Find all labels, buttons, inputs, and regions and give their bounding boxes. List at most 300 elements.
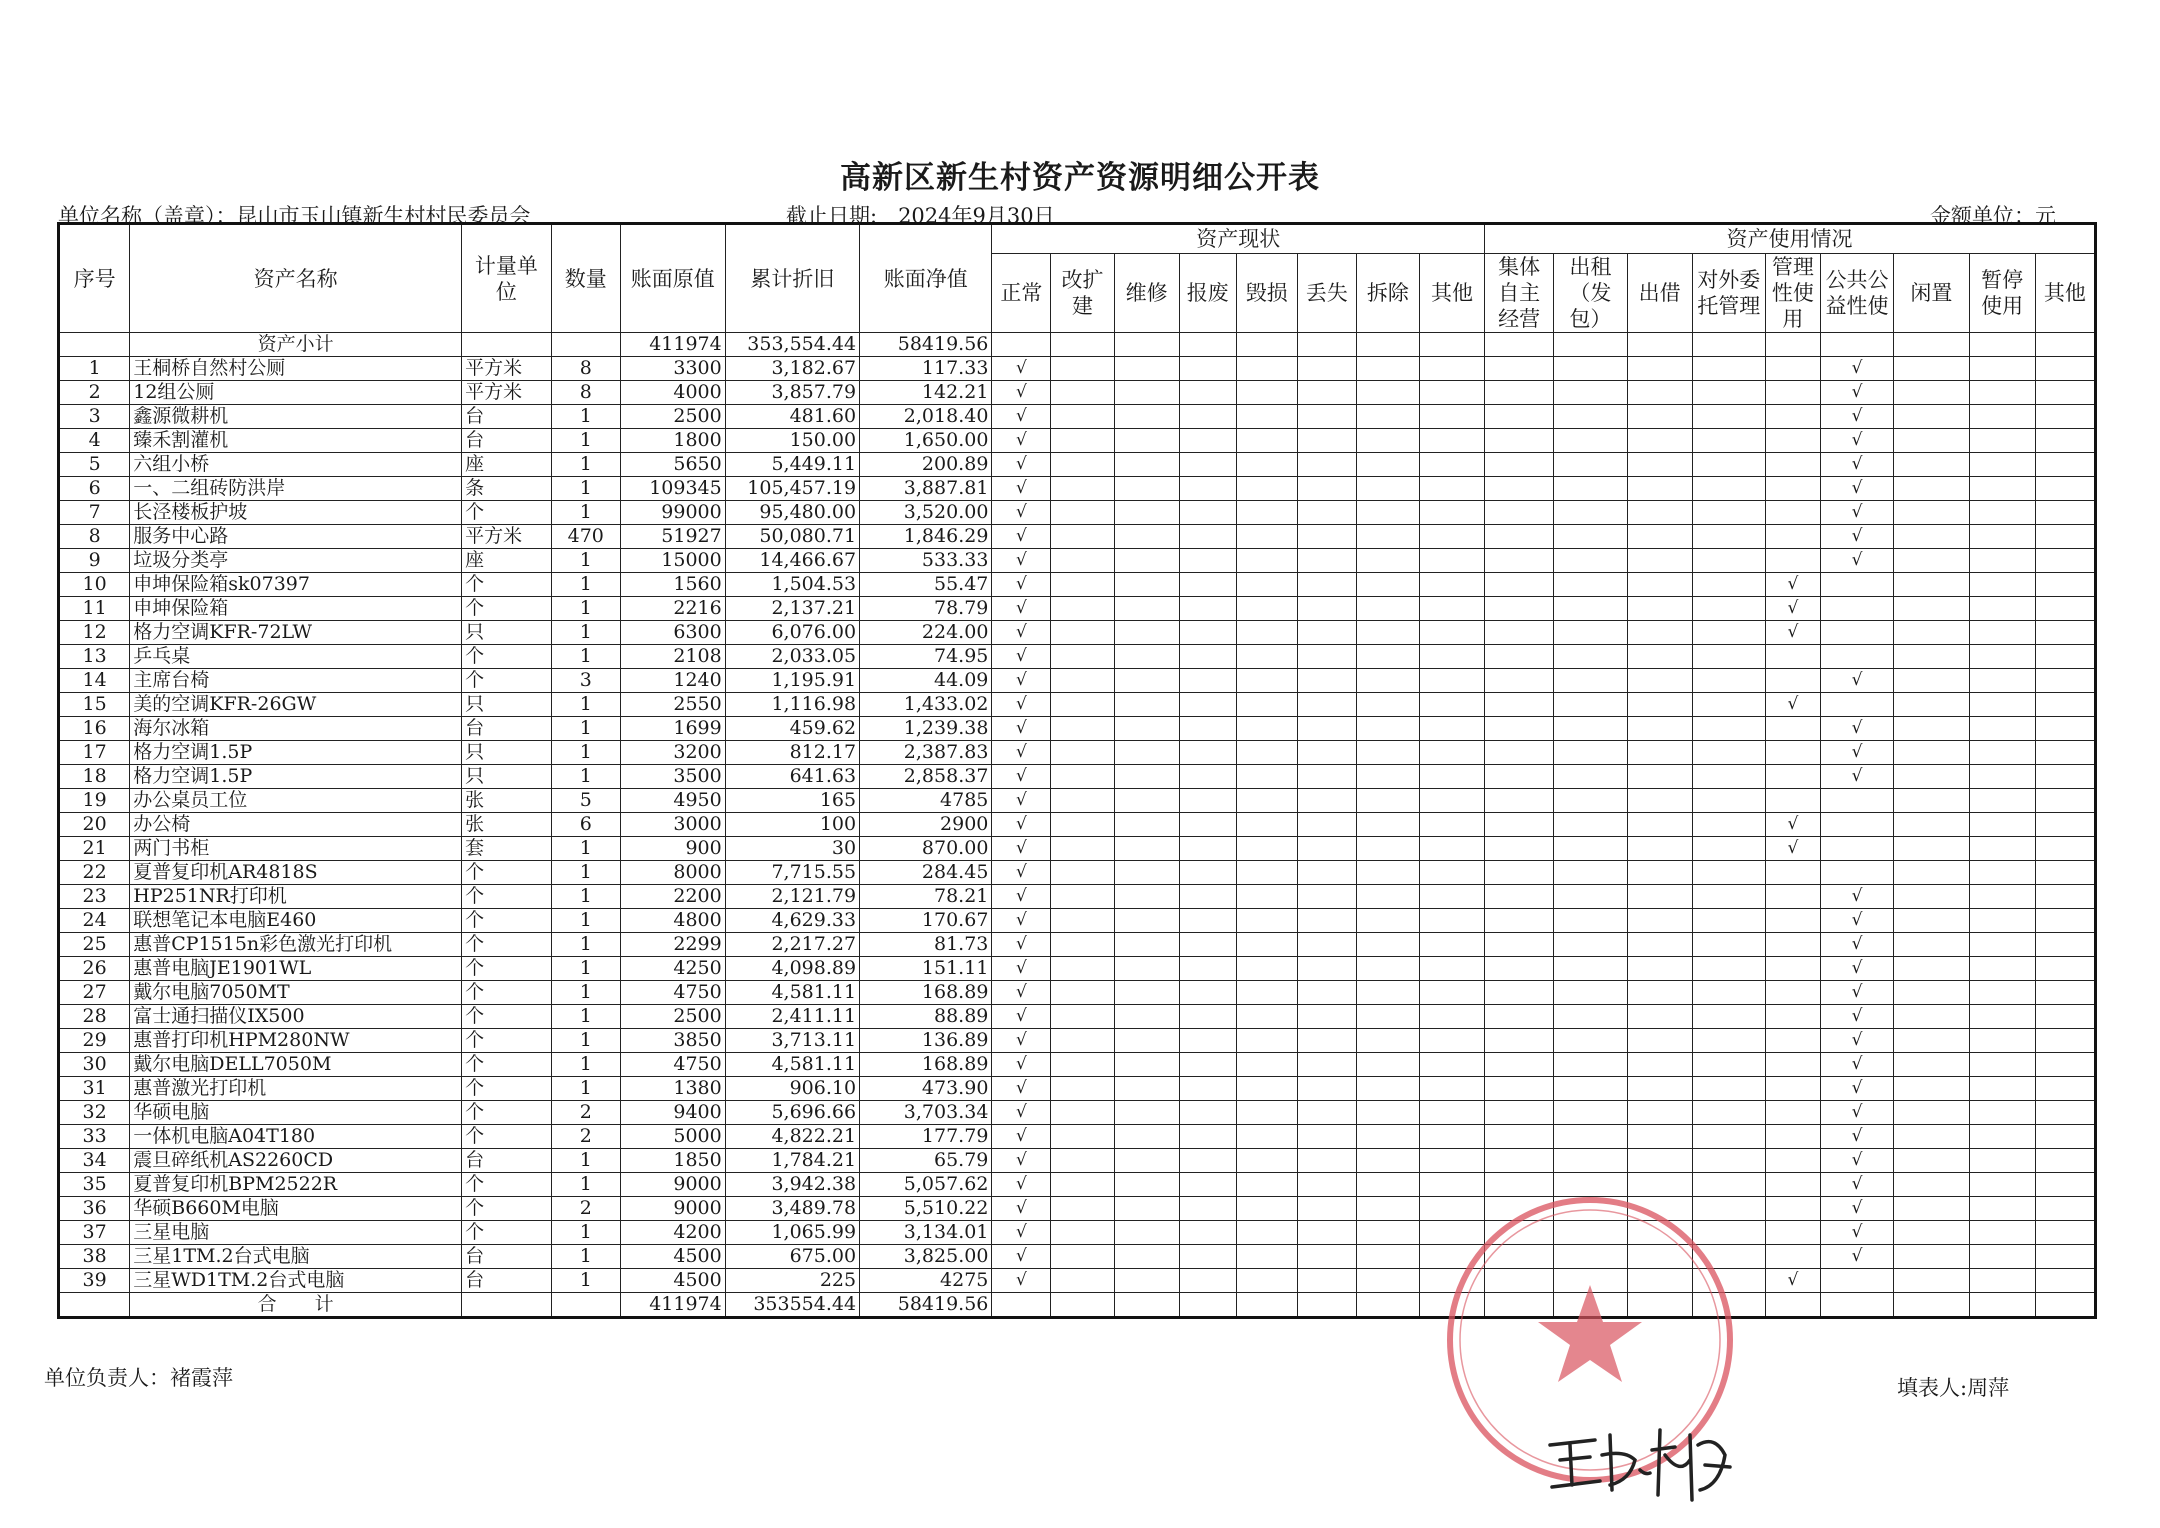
- row-unit: 条: [462, 477, 552, 501]
- usage-cell: [1627, 597, 1692, 621]
- usage-cell: [1969, 453, 2035, 477]
- table-row: [59, 1101, 2096, 1125]
- row-net: 200.89: [860, 453, 992, 477]
- col-status: 正常: [992, 254, 1051, 333]
- row-orig: 9000: [620, 1197, 725, 1221]
- status-cell: [1356, 1173, 1419, 1197]
- usage-cell: [1969, 1101, 2035, 1125]
- status-cell: [1419, 1149, 1484, 1173]
- usage-cell: [1485, 981, 1554, 1005]
- table-row: [59, 813, 2096, 837]
- unit-name-label: 单位名称（盖章）：昆山市玉山镇新生村村民委员会: [58, 204, 531, 228]
- status-cell: [1356, 813, 1419, 837]
- usage-cell: √: [1820, 669, 1893, 693]
- row-unit: 平方米: [462, 357, 552, 381]
- status-cell: [1114, 453, 1179, 477]
- status-cell: [1051, 405, 1114, 429]
- row-depr: 2,411.11: [725, 1005, 859, 1029]
- status-cell: [1236, 789, 1297, 813]
- usage-cell: √: [1820, 909, 1893, 933]
- row-orig: 5000: [620, 1125, 725, 1149]
- usage-cell: [1894, 1029, 1969, 1053]
- status-cell: [1051, 813, 1114, 837]
- status-cell: [1419, 1077, 1484, 1101]
- asset-table: [57, 222, 2097, 1319]
- row-net: 3,887.81: [860, 477, 992, 501]
- status-cell: [1114, 1149, 1179, 1173]
- row-depr: 105,457.19: [725, 477, 859, 501]
- usage-cell: [1969, 1005, 2035, 1029]
- row-name: 戴尔电脑7050MT: [130, 981, 462, 1005]
- row-net: 2,387.83: [860, 741, 992, 765]
- status-cell: [1297, 1245, 1356, 1269]
- row-depr: 4,098.89: [725, 957, 859, 981]
- col-usage-group: 资产使用情况: [1485, 224, 2096, 254]
- status-cell: [1236, 741, 1297, 765]
- usage-cell: [1894, 669, 1969, 693]
- row-seq: 8: [59, 525, 130, 549]
- usage-cell: [1894, 909, 1969, 933]
- status-cell: [1236, 957, 1297, 981]
- status-cell: [1356, 405, 1419, 429]
- usage-cell: [1765, 741, 1820, 765]
- status-cell: [1051, 1053, 1114, 1077]
- usage-cell: [1554, 693, 1627, 717]
- usage-cell: [1692, 909, 1765, 933]
- row-net: 4275: [860, 1269, 992, 1293]
- usage-cell: [1820, 789, 1893, 813]
- status-cell: [1236, 765, 1297, 789]
- usage-cell: [1894, 1125, 1969, 1149]
- col-net: 账面净值: [860, 224, 992, 333]
- row-qty: 1: [551, 597, 620, 621]
- row-seq: 4: [59, 429, 130, 453]
- status-cell: [1114, 1221, 1179, 1245]
- usage-cell: [2035, 453, 2095, 477]
- usage-cell: √: [1820, 357, 1893, 381]
- row-seq: 3: [59, 405, 130, 429]
- row-net: 284.45: [860, 861, 992, 885]
- status-cell: [1051, 477, 1114, 501]
- usage-cell: [1820, 837, 1893, 861]
- row-orig: 15000: [620, 549, 725, 573]
- row-seq: 17: [59, 741, 130, 765]
- col-usage: 集体自主经营: [1485, 254, 1554, 333]
- status-cell: [1356, 645, 1419, 669]
- row-unit: 个: [462, 1221, 552, 1245]
- status-cell: √: [992, 597, 1051, 621]
- status-cell: [1114, 405, 1179, 429]
- row-seq: 24: [59, 909, 130, 933]
- status-cell: [1419, 1005, 1484, 1029]
- status-cell: [1297, 1269, 1356, 1293]
- usage-cell: [1554, 1149, 1627, 1173]
- usage-cell: [1820, 693, 1893, 717]
- status-cell: [1297, 981, 1356, 1005]
- usage-cell: √: [1820, 957, 1893, 981]
- row-unit: 台: [462, 1245, 552, 1269]
- row-qty: 2: [551, 1125, 620, 1149]
- col-unit: 计量单位: [462, 224, 552, 333]
- row-unit: 个: [462, 1053, 552, 1077]
- usage-cell: [1692, 933, 1765, 957]
- status-cell: [1051, 957, 1114, 981]
- row-name: 格力空调1.5P: [130, 741, 462, 765]
- usage-cell: [1894, 1197, 1969, 1221]
- row-orig: 2108: [620, 645, 725, 669]
- status-cell: [1419, 885, 1484, 909]
- row-name: 办公桌员工位: [130, 789, 462, 813]
- usage-cell: [1485, 765, 1554, 789]
- usage-cell: [1554, 597, 1627, 621]
- row-depr: 812.17: [725, 741, 859, 765]
- usage-cell: [1692, 477, 1765, 501]
- usage-cell: [1765, 645, 1820, 669]
- usage-cell: √: [1820, 933, 1893, 957]
- status-cell: [1051, 453, 1114, 477]
- row-orig: 2299: [620, 933, 725, 957]
- usage-cell: [1969, 1245, 2035, 1269]
- usage-cell: [1969, 525, 2035, 549]
- status-cell: [1179, 669, 1236, 693]
- status-cell: [1419, 1029, 1484, 1053]
- row-net: 74.95: [860, 645, 992, 669]
- usage-cell: [1692, 1005, 1765, 1029]
- row-seq: 31: [59, 1077, 130, 1101]
- status-cell: [1356, 1005, 1419, 1029]
- row-orig: 2200: [620, 885, 725, 909]
- row-seq: 18: [59, 765, 130, 789]
- row-depr: 6,076.00: [725, 621, 859, 645]
- row-orig: 8000: [620, 861, 725, 885]
- status-cell: [1297, 573, 1356, 597]
- table-row: [59, 525, 2096, 549]
- status-cell: [1179, 693, 1236, 717]
- table-row: [59, 549, 2096, 573]
- row-seq: 1: [59, 357, 130, 381]
- usage-cell: √: [1765, 813, 1820, 837]
- row-qty: 1: [551, 885, 620, 909]
- usage-cell: [1692, 1053, 1765, 1077]
- usage-cell: [1894, 765, 1969, 789]
- row-unit: 座: [462, 549, 552, 573]
- status-cell: [1356, 597, 1419, 621]
- status-cell: [1419, 621, 1484, 645]
- row-name: 申坤保险箱sk07397: [130, 573, 462, 597]
- status-cell: [1236, 1125, 1297, 1149]
- usage-cell: [1554, 909, 1627, 933]
- usage-cell: [1969, 1221, 2035, 1245]
- row-name: 一、二组砖防洪岸: [130, 477, 462, 501]
- table-row: [59, 669, 2096, 693]
- usage-cell: [1894, 1101, 1969, 1125]
- status-cell: [1356, 477, 1419, 501]
- row-net: 1,650.00: [860, 429, 992, 453]
- usage-cell: [1894, 957, 1969, 981]
- usage-cell: √: [1820, 1245, 1893, 1269]
- row-orig: 9000: [620, 1173, 725, 1197]
- usage-cell: [1627, 381, 1692, 405]
- status-cell: [1051, 1149, 1114, 1173]
- usage-cell: [1765, 957, 1820, 981]
- total-label: 合 计: [130, 1293, 462, 1318]
- status-cell: [1356, 765, 1419, 789]
- usage-cell: [1485, 1101, 1554, 1125]
- usage-cell: [1485, 621, 1554, 645]
- status-cell: [1297, 1077, 1356, 1101]
- row-seq: 16: [59, 717, 130, 741]
- status-cell: √: [992, 909, 1051, 933]
- row-orig: 3200: [620, 741, 725, 765]
- row-qty: 6: [551, 813, 620, 837]
- usage-cell: [1627, 1029, 1692, 1053]
- status-cell: [1179, 357, 1236, 381]
- status-cell: [1356, 669, 1419, 693]
- usage-cell: [1692, 1077, 1765, 1101]
- usage-cell: [1554, 789, 1627, 813]
- status-cell: [1051, 1101, 1114, 1125]
- usage-cell: [1485, 501, 1554, 525]
- status-cell: [1051, 549, 1114, 573]
- status-cell: [1356, 1149, 1419, 1173]
- usage-cell: [1969, 789, 2035, 813]
- row-qty: 1: [551, 1029, 620, 1053]
- row-name: 震旦碎纸机AS2260CD: [130, 1149, 462, 1173]
- row-qty: 3: [551, 669, 620, 693]
- usage-cell: [1554, 861, 1627, 885]
- usage-cell: [1894, 861, 1969, 885]
- usage-cell: [1969, 597, 2035, 621]
- usage-cell: [1627, 621, 1692, 645]
- usage-cell: [1765, 789, 1820, 813]
- row-orig: 2216: [620, 597, 725, 621]
- usage-cell: [1765, 1221, 1820, 1245]
- usage-cell: [1554, 525, 1627, 549]
- status-cell: [1051, 909, 1114, 933]
- usage-cell: [1627, 957, 1692, 981]
- page-title: 高新区新生村资产资源明细公开表: [840, 160, 1320, 196]
- table-row: [59, 1221, 2096, 1245]
- status-cell: √: [992, 549, 1051, 573]
- usage-cell: [1485, 405, 1554, 429]
- status-cell: [1114, 813, 1179, 837]
- row-name: 三星1TM.2台式电脑: [130, 1245, 462, 1269]
- usage-cell: [1627, 1125, 1692, 1149]
- row-net: 1,433.02: [860, 693, 992, 717]
- status-cell: [1114, 1269, 1179, 1293]
- row-net: 1,239.38: [860, 717, 992, 741]
- usage-cell: [2035, 1173, 2095, 1197]
- usage-cell: [1627, 1053, 1692, 1077]
- usage-cell: [1692, 669, 1765, 693]
- usage-cell: [1485, 813, 1554, 837]
- table-row: [59, 501, 2096, 525]
- status-cell: [1419, 573, 1484, 597]
- table-row: [59, 885, 2096, 909]
- row-depr: 3,857.79: [725, 381, 859, 405]
- status-cell: [1236, 573, 1297, 597]
- usage-cell: [1554, 813, 1627, 837]
- row-net: 142.21: [860, 381, 992, 405]
- status-cell: [1236, 981, 1297, 1005]
- status-cell: [1179, 477, 1236, 501]
- table-row: [59, 693, 2096, 717]
- row-orig: 9400: [620, 1101, 725, 1125]
- row-seq: 5: [59, 453, 130, 477]
- row-name: 惠普CP1515n彩色激光打印机: [130, 933, 462, 957]
- usage-cell: [1765, 909, 1820, 933]
- row-depr: 4,629.33: [725, 909, 859, 933]
- row-name: 惠普电脑JE1901WL: [130, 957, 462, 981]
- usage-cell: [1894, 477, 1969, 501]
- usage-cell: [1765, 549, 1820, 573]
- status-cell: [1179, 525, 1236, 549]
- row-orig: 5650: [620, 453, 725, 477]
- col-status: 其他: [1419, 254, 1484, 333]
- usage-cell: [1765, 453, 1820, 477]
- row-seq: 36: [59, 1197, 130, 1221]
- usage-cell: [1969, 861, 2035, 885]
- usage-cell: [2035, 1221, 2095, 1245]
- status-cell: [1179, 1221, 1236, 1245]
- status-cell: [1356, 1125, 1419, 1149]
- row-name: 12组公厕: [130, 381, 462, 405]
- usage-cell: [2035, 909, 2095, 933]
- status-cell: [1114, 429, 1179, 453]
- usage-cell: [1765, 501, 1820, 525]
- row-depr: 3,489.78: [725, 1197, 859, 1221]
- usage-cell: √: [1820, 1125, 1893, 1149]
- row-name: 臻禾割灌机: [130, 429, 462, 453]
- status-cell: [1297, 957, 1356, 981]
- usage-cell: [1894, 573, 1969, 597]
- usage-cell: [1627, 909, 1692, 933]
- row-depr: 1,195.91: [725, 669, 859, 693]
- usage-cell: [2035, 1125, 2095, 1149]
- row-net: 177.79: [860, 1125, 992, 1149]
- usage-cell: [1692, 381, 1765, 405]
- status-cell: [1051, 1245, 1114, 1269]
- status-cell: [1179, 885, 1236, 909]
- table-body: [59, 333, 2096, 1293]
- status-cell: [1179, 789, 1236, 813]
- status-cell: [1419, 405, 1484, 429]
- col-seq: 序号: [59, 224, 130, 333]
- row-orig: 4200: [620, 1221, 725, 1245]
- status-cell: [1114, 645, 1179, 669]
- usage-cell: [1627, 405, 1692, 429]
- usage-cell: [1627, 453, 1692, 477]
- usage-cell: [2035, 1029, 2095, 1053]
- usage-cell: [1894, 1005, 1969, 1029]
- status-cell: [1114, 1077, 1179, 1101]
- usage-cell: [1692, 957, 1765, 981]
- usage-cell: [2035, 1197, 2095, 1221]
- status-cell: √: [992, 453, 1051, 477]
- status-cell: [1419, 429, 1484, 453]
- usage-cell: √: [1820, 549, 1893, 573]
- row-net: 117.33: [860, 357, 992, 381]
- usage-cell: [1554, 837, 1627, 861]
- status-cell: [1179, 957, 1236, 981]
- row-depr: 150.00: [725, 429, 859, 453]
- total-row: [59, 1293, 2096, 1318]
- status-cell: [1114, 501, 1179, 525]
- status-cell: [1051, 1173, 1114, 1197]
- usage-cell: [1627, 549, 1692, 573]
- table-row: [59, 1173, 2096, 1197]
- row-qty: 470: [551, 525, 620, 549]
- row-depr: 3,182.67: [725, 357, 859, 381]
- status-cell: √: [992, 1005, 1051, 1029]
- row-qty: 8: [551, 381, 620, 405]
- usage-cell: [1485, 453, 1554, 477]
- status-cell: [1114, 885, 1179, 909]
- status-cell: [1419, 549, 1484, 573]
- row-depr: 641.63: [725, 765, 859, 789]
- usage-cell: √: [1820, 1173, 1893, 1197]
- subtotal-depr: 353,554.44: [725, 333, 859, 357]
- col-status: 报废: [1179, 254, 1236, 333]
- usage-cell: [2035, 429, 2095, 453]
- usage-cell: [1969, 957, 2035, 981]
- row-orig: 4750: [620, 981, 725, 1005]
- row-seq: 28: [59, 1005, 130, 1029]
- usage-cell: [1627, 429, 1692, 453]
- status-cell: [1179, 1053, 1236, 1077]
- usage-cell: [1969, 909, 2035, 933]
- row-orig: 3000: [620, 813, 725, 837]
- status-cell: [1297, 429, 1356, 453]
- row-unit: 只: [462, 765, 552, 789]
- usage-cell: [1820, 573, 1893, 597]
- status-cell: [1419, 813, 1484, 837]
- status-cell: [1356, 501, 1419, 525]
- usage-cell: [2035, 1269, 2095, 1293]
- status-cell: [1051, 885, 1114, 909]
- usage-cell: [1627, 645, 1692, 669]
- status-cell: [1419, 453, 1484, 477]
- status-cell: [1236, 885, 1297, 909]
- status-cell: [1179, 501, 1236, 525]
- row-unit: 个: [462, 1125, 552, 1149]
- col-status: 拆除: [1356, 254, 1419, 333]
- row-qty: 1: [551, 453, 620, 477]
- status-cell: [1236, 1029, 1297, 1053]
- row-orig: 2550: [620, 693, 725, 717]
- status-cell: [1236, 549, 1297, 573]
- row-unit: 个: [462, 1029, 552, 1053]
- status-cell: [1179, 1245, 1236, 1269]
- usage-cell: [1485, 861, 1554, 885]
- row-orig: 4950: [620, 789, 725, 813]
- table-row: [59, 741, 2096, 765]
- usage-cell: [1820, 861, 1893, 885]
- status-cell: [1179, 837, 1236, 861]
- usage-cell: [2035, 693, 2095, 717]
- status-cell: [1179, 861, 1236, 885]
- row-seq: 13: [59, 645, 130, 669]
- usage-cell: [1692, 693, 1765, 717]
- usage-cell: [1627, 693, 1692, 717]
- status-cell: [1114, 1173, 1179, 1197]
- row-seq: 29: [59, 1029, 130, 1053]
- status-cell: [1297, 1029, 1356, 1053]
- status-cell: [1114, 981, 1179, 1005]
- usage-cell: [1627, 573, 1692, 597]
- table-row: [59, 789, 2096, 813]
- usage-cell: [1765, 885, 1820, 909]
